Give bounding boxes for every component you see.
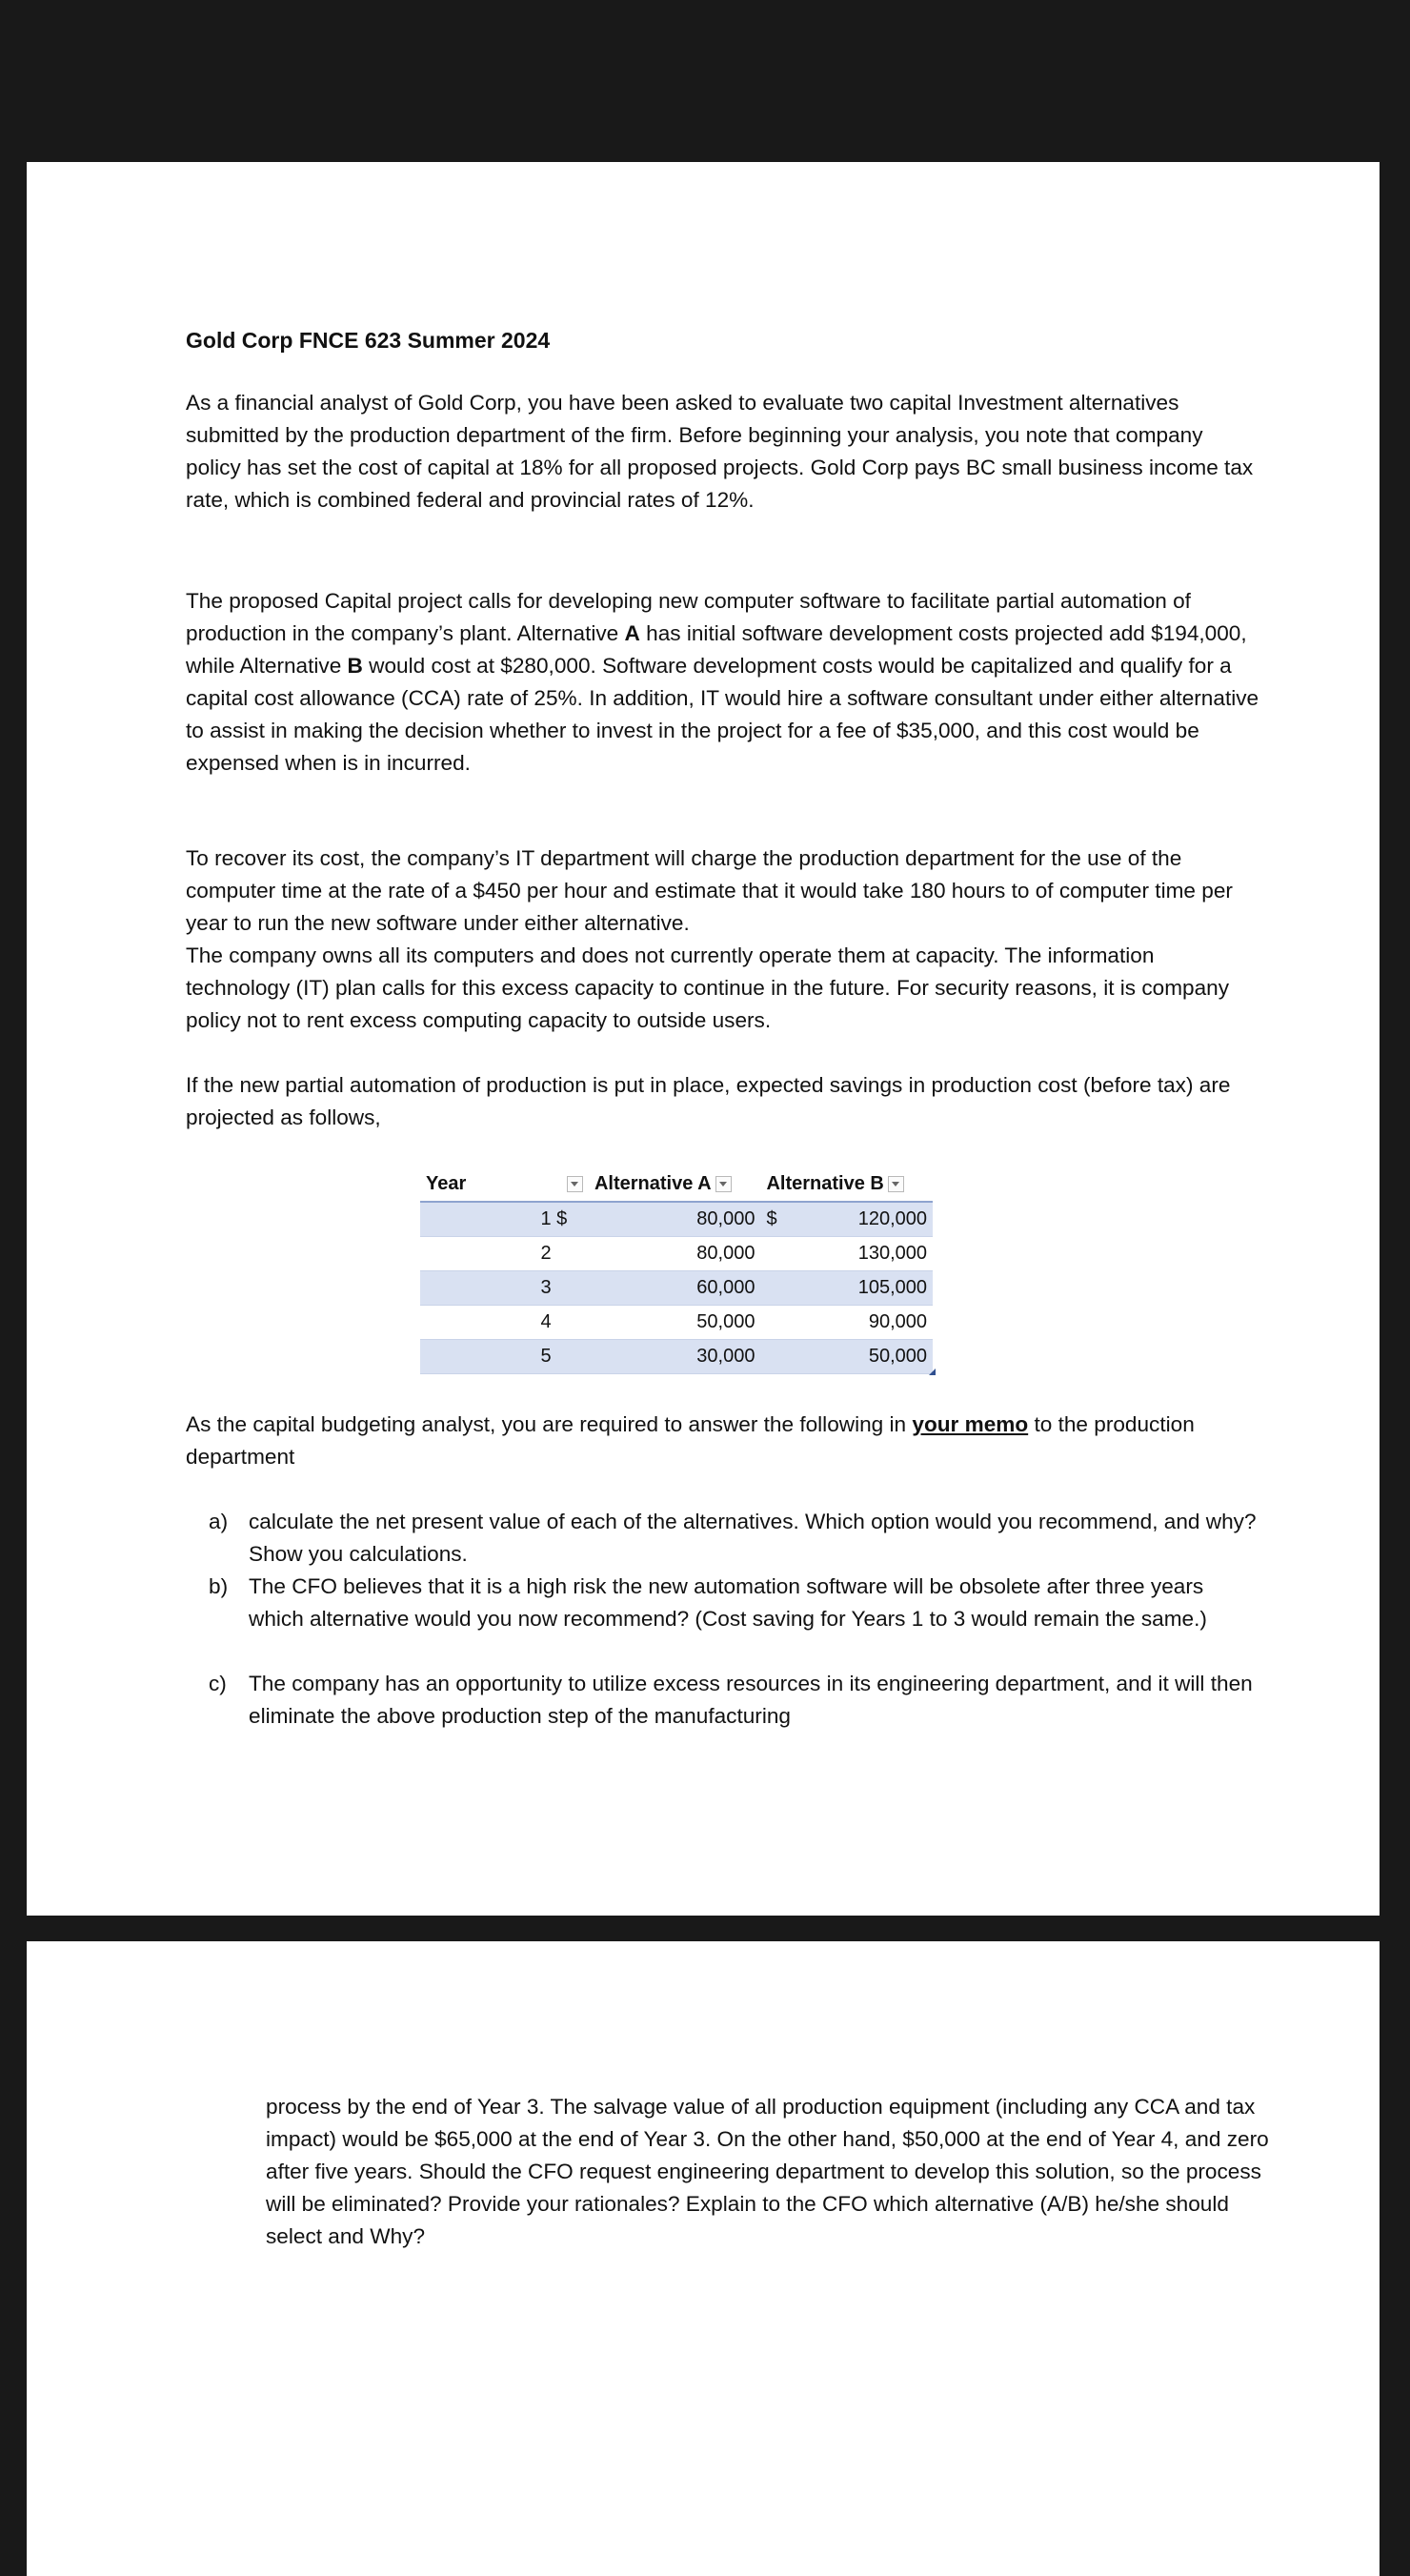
table-cell-blank xyxy=(420,1237,531,1271)
year-filter-dropdown-icon[interactable] xyxy=(567,1176,583,1192)
table-header-row xyxy=(420,1167,933,1202)
cost-recovery-line-2: The company owns all its computers and does not currently operate them at capacity. The information technology (IT) plan calls for this excess capacity to continue in the future. For security reasons, it is company policy not to rent excess computing capacity to outside users. xyxy=(186,943,1230,1032)
memo-text-after: to the production department xyxy=(186,1412,1195,1469)
table-cell-blank xyxy=(420,1202,531,1237)
alternative-b-cell xyxy=(760,1340,933,1374)
year-cell xyxy=(531,1237,589,1271)
year-filter-cell xyxy=(531,1167,589,1202)
alternative-a-header-label: Alternative A xyxy=(594,1173,712,1194)
question-b xyxy=(209,1571,1263,1635)
alternative-b-value: 120,000 xyxy=(857,1208,927,1229)
year-value: 1 xyxy=(540,1208,552,1229)
alternative-b-header-label: Alternative B xyxy=(766,1173,884,1194)
year-value: 2 xyxy=(540,1243,552,1264)
table-cell-blank xyxy=(420,1340,531,1374)
alternative-b-label: B xyxy=(347,654,363,678)
alternative-a-cell xyxy=(589,1202,760,1237)
alternative-b-cell xyxy=(760,1306,933,1340)
year-cell xyxy=(531,1340,589,1374)
alternative-b-filter-dropdown-icon[interactable] xyxy=(888,1176,904,1192)
table-row xyxy=(420,1271,933,1306)
document-page-2 xyxy=(27,1941,1380,2576)
alternative-a-filter-dropdown-icon[interactable] xyxy=(715,1176,732,1192)
alternative-a-cell xyxy=(589,1237,760,1271)
question-marker: a) xyxy=(209,1510,229,1533)
alternative-a-value: 30,000 xyxy=(696,1346,755,1367)
alternative-a-cell xyxy=(589,1271,760,1306)
table-row xyxy=(420,1306,933,1340)
memo-instruction-paragraph xyxy=(186,1409,1262,1473)
alternative-b-cell xyxy=(760,1202,933,1237)
alternative-a-cell xyxy=(589,1340,760,1374)
project-text-2: has initial software development costs projected add $194,000, while Alternative xyxy=(186,621,1247,678)
memo-text-before: As the capital budgeting analyst, you are required to answer the following in xyxy=(186,1412,913,1436)
year-header-label: Year xyxy=(426,1173,467,1194)
alternative-b-cell xyxy=(760,1237,933,1271)
alternative-a-value: 50,000 xyxy=(696,1311,755,1332)
alternative-b-value: 50,000 xyxy=(868,1346,927,1367)
year-header xyxy=(420,1167,531,1202)
project-text-3: would cost at $280,000. Software development costs would be capitalized and qualify for a capital cost allowance (CCA) rate of 25%. In addition, IT would hire a software consultant under either alternative to assist in making the decision whether to invest in the project for a fee of $35,000, and this cost would be expensed when is in incurred. xyxy=(186,654,1259,775)
project-paragraph xyxy=(186,585,1262,780)
alternative-a-header xyxy=(589,1167,760,1202)
question-a xyxy=(209,1506,1263,1571)
currency-symbol: $ xyxy=(766,1208,777,1229)
year-value: 5 xyxy=(540,1346,552,1367)
intro-paragraph: As a financial analyst of Gold Corp, you have been asked to evaluate two capital Investment alternatives submitted by the production department of the firm. Before beginning your analysis, you note that company policy has set the cost of capital at 18% for all proposed projects. Gold Corp pays BC small business income tax rate, which is combined federal and provincial rates of 12%. xyxy=(186,391,1254,512)
memo-emphasis: your memo xyxy=(912,1412,1029,1436)
project-text-1: The proposed Capital project calls for developing new computer software to facilitate partial automation of production in the company’s plant. Alternative xyxy=(186,589,1191,645)
table-row xyxy=(420,1202,933,1237)
document-title: Gold Corp FNCE 623 Summer 2024 xyxy=(186,328,551,353)
question-text: calculate the net present value of each of the alternatives. Which option would you recommend, and why? Show you calculations. xyxy=(249,1510,1257,1566)
question-c xyxy=(209,1668,1263,1733)
question-marker: b) xyxy=(209,1574,229,1598)
cost-recovery-line-1: To recover its cost, the company’s IT department will charge the production department for the use of the computer time at the rate of a $450 per hour and estimate that it would take 180 hours to of computer time per year to run the new software under either alternative. xyxy=(186,846,1233,935)
alternative-b-value: 105,000 xyxy=(857,1277,927,1298)
year-value: 4 xyxy=(540,1311,552,1332)
savings-intro-paragraph: If the new partial automation of production is put in place, expected savings in production cost (before tax) are projected as follows, xyxy=(186,1073,1231,1129)
year-cell xyxy=(531,1271,589,1306)
table-row xyxy=(420,1237,933,1271)
alternative-a-value: 80,000 xyxy=(696,1208,755,1229)
table-row xyxy=(420,1340,933,1374)
document-page-1 xyxy=(27,162,1380,1916)
table-resize-handle[interactable] xyxy=(929,1369,936,1375)
alternative-a-value: 80,000 xyxy=(696,1243,755,1264)
cost-recovery-paragraph xyxy=(186,842,1262,1037)
question-c-continued: process by the end of Year 3. The salvage value of all production equipment (including any CCA and tax impact) would be $65,000 at the end of Year 3. On the other hand, $50,000 at the end of Year 4, and zero after five years. Should the CFO request engineering department to develop this solution, so the process will be eliminated? Provide your rationales? Explain to the CFO which alternative (A/B) he/she should select and Why? xyxy=(266,2095,1269,2248)
alternative-b-value: 90,000 xyxy=(868,1311,927,1332)
alternative-a-cell xyxy=(589,1306,760,1340)
question-text: The CFO believes that it is a high risk the new automation software will be obsolete after three years which alternative would you now recommend? (Cost saving for Years 1 to 3 would remain the same.) xyxy=(249,1574,1207,1631)
table-cell-blank xyxy=(420,1271,531,1306)
savings-table xyxy=(420,1167,933,1374)
question-text: The company has an opportunity to utilize excess resources in its engineering department, and it will then eliminate the above production step of the manufacturing xyxy=(249,1672,1253,1728)
alternative-b-value: 130,000 xyxy=(857,1243,927,1264)
alternative-b-header xyxy=(760,1167,933,1202)
alternative-b-cell xyxy=(760,1271,933,1306)
year-cell xyxy=(531,1202,589,1237)
alternative-a-label: A xyxy=(624,621,640,645)
question-marker: c) xyxy=(209,1672,227,1695)
year-cell xyxy=(531,1306,589,1340)
table-cell-blank xyxy=(420,1306,531,1340)
year-value: 3 xyxy=(540,1277,552,1298)
currency-symbol: $ xyxy=(556,1208,568,1229)
alternative-a-value: 60,000 xyxy=(696,1277,755,1298)
